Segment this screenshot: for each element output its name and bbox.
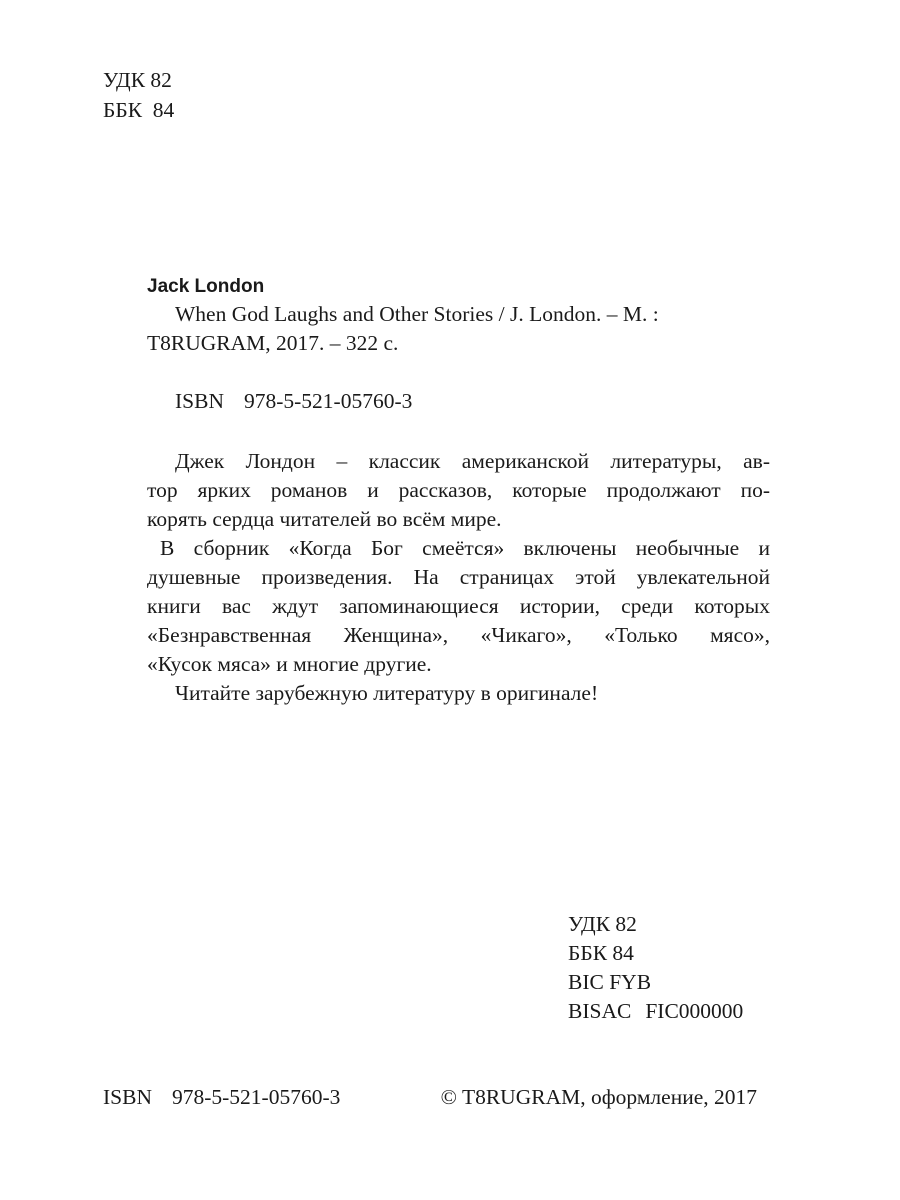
footer-isbn — [103, 1083, 340, 1112]
annotation-line: Джек Лондон – классик американской литературы, ав- — [175, 449, 770, 473]
annotation — [147, 447, 770, 708]
annotation-line: В сборник «Когда Бог смеётся» включены необычные и — [160, 536, 770, 560]
annotation-line: корять сердца читателей во всём мире. — [147, 507, 502, 531]
bbk-top: ББК 84 — [103, 98, 175, 122]
author-name: Jack London — [147, 276, 265, 297]
annotation-line: тор ярких романов и рассказов, которые продолжают по- — [147, 478, 770, 502]
udk-bottom: УДК 82 — [568, 912, 637, 936]
footer-isbn-label: ISBN — [103, 1085, 152, 1109]
annotation-line: Читайте зарубежную литературу в оригинале! — [175, 681, 599, 705]
bic-code: BIC FYB — [568, 970, 652, 994]
bbk-bottom: ББК 84 — [568, 941, 634, 965]
bibliographic-line-2: T8RUGRAM, 2017. – 322 с. — [147, 331, 399, 355]
annotation-line: душевные произведения. На страницах этой увлекательной — [147, 565, 770, 589]
annotation-line: «Кусок мяса» и многие другие. — [147, 652, 432, 676]
annotation-line: книги вас ждут запоминающиеся истории, среди которых — [147, 594, 770, 618]
udk-top: УДК 82 — [103, 68, 172, 92]
copyright-notice: © T8RUGRAM, оформление, 2017 — [440, 1085, 757, 1109]
annotation-line: «Безнравственная Женщина», «Чикаго», «Только мясо», — [147, 623, 770, 647]
bisac-code — [568, 997, 743, 1026]
bisac-value: FIC000000 — [645, 999, 744, 1023]
bisac-label: BISAC — [568, 999, 632, 1023]
isbn-label: ISBN — [175, 389, 224, 413]
bibliographic-line-1: When God Laughs and Other Stories / J. London. – M. : — [175, 302, 659, 326]
isbn-number: 978-5-521-05760-3 — [243, 389, 413, 413]
footer-isbn-number: 978-5-521-05760-3 — [171, 1085, 341, 1109]
isbn-record — [175, 387, 412, 416]
